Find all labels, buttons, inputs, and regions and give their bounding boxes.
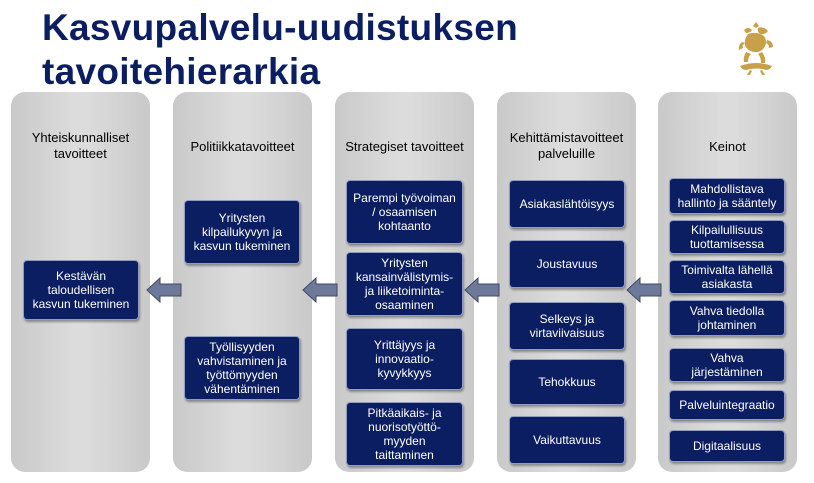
goal-box bbox=[509, 180, 625, 228]
left-arrow-icon bbox=[146, 277, 182, 303]
goal-box-label: Yritysten kilpailukyvyn ja kasvun tukeminen bbox=[193, 211, 291, 253]
means-box bbox=[669, 300, 785, 336]
column-heading: Keinot bbox=[709, 139, 746, 154]
means-box bbox=[669, 390, 785, 420]
title-line-2: tavoitehierarkia bbox=[42, 51, 321, 92]
means-box-label: Vahva järjestäminen bbox=[691, 351, 763, 379]
goal-box-label: Tehokkuus bbox=[538, 375, 596, 389]
means-box bbox=[669, 348, 785, 382]
goal-box-label: Joustavuus bbox=[536, 257, 598, 271]
column-means bbox=[658, 92, 797, 472]
goal-box bbox=[509, 302, 625, 350]
means-box-label: Toimivalta lähellä asiakasta bbox=[681, 263, 773, 291]
left-arrow-icon bbox=[464, 277, 500, 303]
goal-box bbox=[509, 240, 625, 288]
means-box bbox=[669, 430, 785, 462]
means-box bbox=[669, 178, 785, 214]
goal-box-label: Selkeys ja virtaviivaisuus bbox=[529, 312, 605, 340]
goal-box-label: Työllisyyden vahvistaminen ja työttömyyden vähentäminen bbox=[197, 340, 287, 396]
means-box bbox=[669, 260, 785, 294]
means-box-label: Vahva tiedolla johtaminen bbox=[689, 304, 765, 332]
goal-box bbox=[346, 180, 463, 244]
goal-box bbox=[346, 252, 463, 316]
means-box-label: Digitaalisuus bbox=[692, 439, 762, 453]
means-box-label: Mahdollistava hallinto ja sääntely bbox=[677, 182, 777, 210]
column-strategic-goals bbox=[335, 92, 474, 472]
goal-box bbox=[184, 200, 300, 264]
goal-box bbox=[346, 402, 463, 466]
goal-box-label: Yritysten kansainvälistymis- ja liiketoiminta- osaaminen bbox=[355, 256, 454, 312]
means-box-label: Kilpailullisuus tuottamisessa bbox=[689, 223, 765, 251]
left-arrow-icon bbox=[302, 277, 338, 303]
goal-box bbox=[509, 359, 625, 405]
goal-box bbox=[509, 416, 625, 464]
title-line-1: Kasvupalvelu-uudistuksen bbox=[42, 7, 518, 48]
column-societal-goals bbox=[11, 92, 150, 472]
goal-box-label: Vaikuttavuus bbox=[533, 433, 601, 447]
goal-box bbox=[23, 260, 139, 320]
goal-box-label: Kestävän taloudellisen kasvun tukeminen bbox=[32, 269, 130, 311]
means-box bbox=[669, 220, 785, 254]
goal-box bbox=[346, 328, 463, 390]
finnish-lion-crest-icon bbox=[736, 20, 776, 76]
means-box-label: Palveluintegraatio bbox=[679, 398, 775, 412]
goal-box-label: Pitkäaikais- ja nuorisotyöttö- myyden taittaminen bbox=[367, 406, 442, 462]
column-heading: Yhteiskunnalliset tavoitteet bbox=[31, 130, 130, 161]
goal-box-label: Yrittäjyys ja innovaatio- kyvykkyys bbox=[373, 338, 436, 380]
column-heading: Strategiset tavoitteet bbox=[345, 139, 464, 154]
goal-box-label: Asiakaslähtöisyys bbox=[519, 197, 615, 211]
slide-title bbox=[42, 6, 518, 94]
column-policy-goals bbox=[173, 92, 312, 472]
column-heading: Kehittämistavoitteet palveluille bbox=[509, 130, 624, 161]
goal-box bbox=[184, 336, 300, 400]
column-heading: Politiikkatavoitteet bbox=[190, 139, 295, 154]
column-service-development-goals bbox=[497, 92, 636, 472]
left-arrow-icon bbox=[626, 277, 662, 303]
goal-box-label: Parempi työvoiman / osaamisen kohtaanto bbox=[353, 191, 456, 233]
